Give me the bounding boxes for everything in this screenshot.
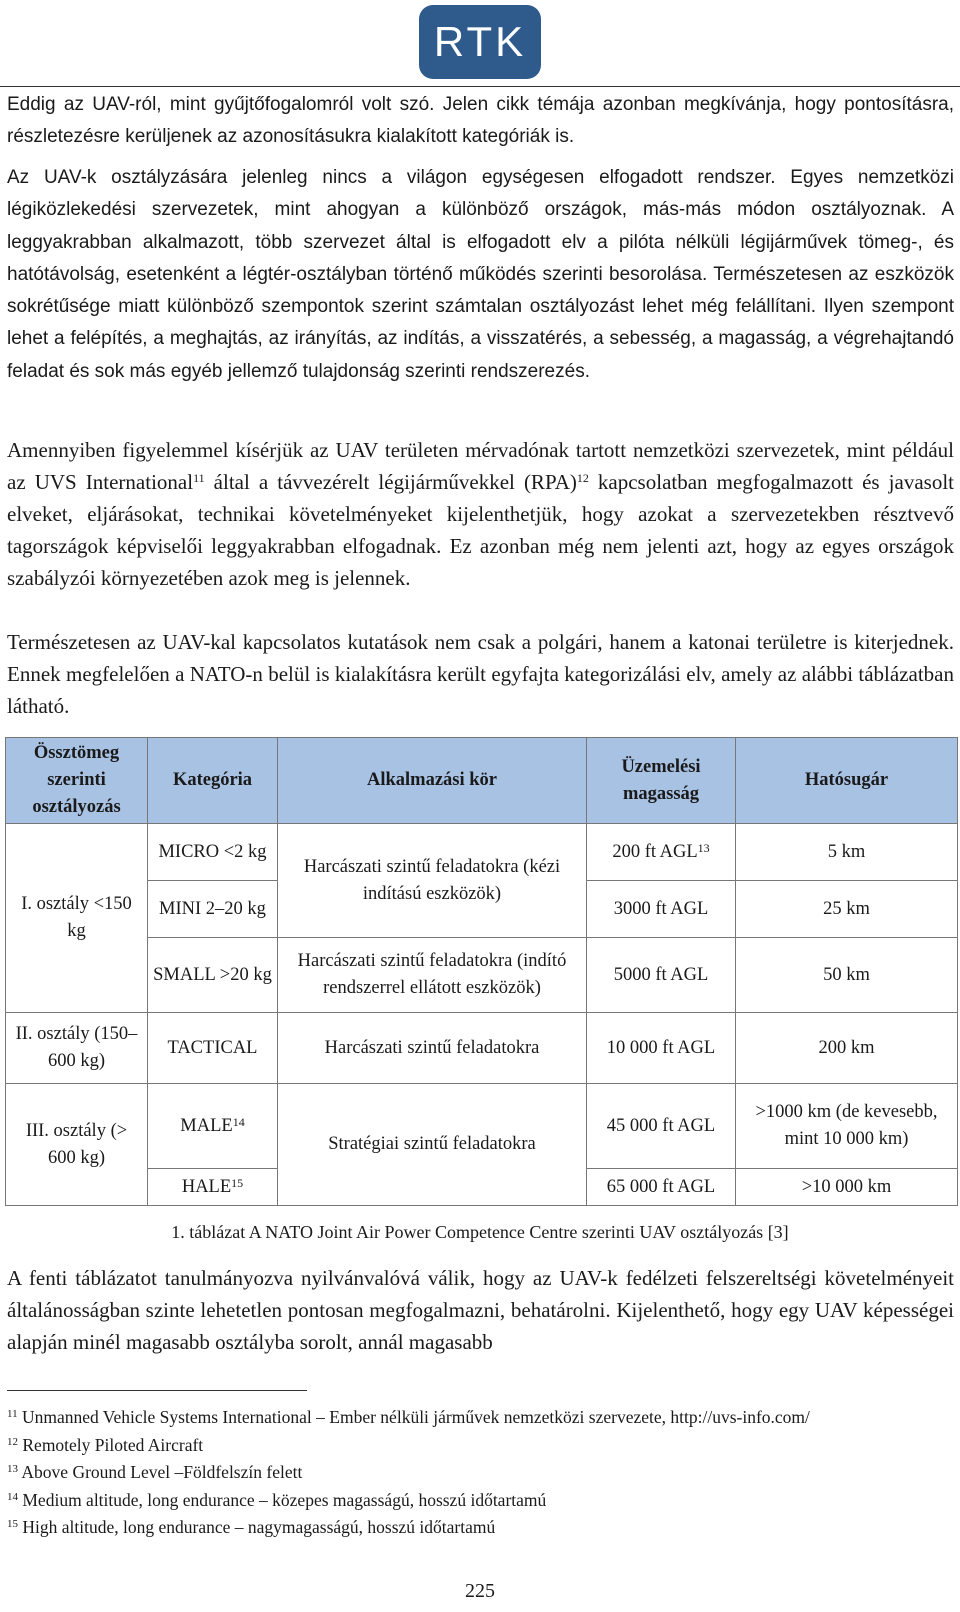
footnote-ref-11[interactable]: 11 xyxy=(193,471,205,485)
footnote-text: Remotely Piloted Aircraft xyxy=(22,1434,204,1455)
logo-text: RTK xyxy=(433,18,527,65)
use-tactical: Harcászati szintű feladatokra xyxy=(278,1013,587,1084)
paragraph-organizations xyxy=(7,434,954,594)
paragraph-3-part-c: kapcsolatban megfogalmazott és javasolt elveket, eljárásokat, technikai követelményeket kijelenthetjük, hogy azokat a szervezetekben résztvevő tagországok képviselői leggyakrabban elfogadnak. Ez azonban még nem jelenti azt, hogy az egyes országok szabályzói környezetében azok meg is jelennek. xyxy=(7,470,954,590)
footnote-ref-12[interactable]: 12 xyxy=(576,471,589,485)
rtk-logo xyxy=(419,5,541,79)
paragraph-2: Az UAV-k osztályzására jelenleg nincs a világon egységesen elfogadott rendszer. Egyes nemzetközi légiközlekedési szervezetek, mint ahogyan a különböző országok, más-más módon osztályoznak. A leggyakrabban alkalmazott, több szervezet által is elfogadott elv a pilóta nélküli légijárművek tömeg-, és hatótávolság, esetenként a légtér-osztályban történő működés szerinti besorolása. Természetesen az eszközök sokrétűsége miatt különböző szempontok szerint számtalan osztályozást lehet még felállítani. Ilyen szempont lehet a felépítés, a meghajtás, az irányítás, az indítás, a visszatérés, a sebesség, a magasság, a végrehajtandó feladat és sok más egyéb jellemző tulajdonság szerinti rendszerezés. xyxy=(7,167,954,382)
category-small: SMALL >20 kg xyxy=(148,938,278,1013)
category-hale-text: HALE xyxy=(181,1176,232,1197)
footnote-ref-15[interactable]: 15 xyxy=(231,1175,244,1190)
footnote-text: Unmanned Vehicle Systems International – Ember nélküli járművek nemzetközi szervezete, http://uvs-info.com/ xyxy=(21,1407,810,1427)
range-tactical: 200 km xyxy=(736,1013,958,1084)
footnote-number: 15 xyxy=(7,1518,18,1530)
use-small: Harcászati szintű feladatokra (indító rendszerrel ellátott eszközök) xyxy=(278,938,587,1013)
header-range: Hatósugár xyxy=(736,738,958,824)
paragraph-conclusion xyxy=(7,1262,954,1358)
altitude-micro xyxy=(587,824,736,881)
table-header-row xyxy=(6,738,958,824)
footnote-number: 13 xyxy=(7,1463,18,1475)
range-small: 50 km xyxy=(736,938,958,1013)
class-1-cell: I. osztály <150 kg xyxy=(6,824,148,1013)
footnote-15 xyxy=(7,1514,810,1542)
range-micro: 5 km xyxy=(736,824,958,881)
paragraph-1: Eddig az UAV-ról, mint gyűjtőfogalomról volt szó. Jelen cikk témája azonban megkívánja, hogy pontosításra, részletezésre kerüljenek az azonosításukra kialakított kategóriák is. xyxy=(7,94,954,148)
header-category: Kategória xyxy=(148,738,278,824)
category-micro: MICRO <2 kg xyxy=(148,824,278,881)
range-hale: >10 000 km xyxy=(736,1169,958,1206)
table-row xyxy=(6,938,958,1013)
paragraph-nato xyxy=(7,626,954,722)
altitude-hale: 65 000 ft AGL xyxy=(587,1169,736,1206)
footnote-14 xyxy=(7,1487,810,1515)
footnote-ref-14[interactable]: 14 xyxy=(232,1114,245,1129)
category-male-text: MALE xyxy=(180,1115,233,1136)
paragraph-3-part-a: Amennyiben figyelemmel kísérjük az UAV területen mérvadónak tartott nemzetközi szervezetek, mint például az UVS International xyxy=(7,438,954,494)
category-male xyxy=(148,1084,278,1169)
use-male-hale: Stratégiai szintű feladatokra xyxy=(278,1084,587,1206)
range-mini: 25 km xyxy=(736,881,958,938)
paragraph-3 xyxy=(7,434,954,594)
paragraph-4: Természetesen az UAV-kal kapcsolatos kutatások nem csak a polgári, hanem a katonai területre is kiterjednek. Ennek megfelelően a NATO-n belül is kialakításra került egyfajta kategorizálási elv, amely az alábbi táblázatban látható. xyxy=(7,630,954,718)
footnotes xyxy=(7,1404,810,1542)
footnote-text: High altitude, long endurance – nagymagasságú, hosszú időtartamú xyxy=(22,1517,496,1537)
use-micro-mini: Harcászati szintű feladatokra (kézi indítású eszközök) xyxy=(278,824,587,938)
footnote-12 xyxy=(7,1432,810,1460)
category-hale xyxy=(148,1169,278,1206)
header-rule xyxy=(0,86,960,87)
paragraph-intro xyxy=(7,89,954,154)
footnote-ref-13[interactable]: 13 xyxy=(697,840,710,855)
paragraph-classification xyxy=(7,162,954,388)
category-mini: MINI 2–20 kg xyxy=(148,881,278,938)
class-3-cell: III. osztály (> 600 kg) xyxy=(6,1084,148,1206)
uav-classification-table xyxy=(5,737,958,1206)
altitude-mini: 3000 ft AGL xyxy=(587,881,736,938)
header-application: Alkalmazási kör xyxy=(278,738,587,824)
footnote-11 xyxy=(7,1404,810,1432)
header-class: Össztömeg szerinti osztályozás xyxy=(6,738,148,824)
range-male: >1000 km (de kevesebb, mint 10 000 km) xyxy=(736,1084,958,1169)
altitude-micro-text: 200 ft AGL xyxy=(612,841,698,862)
altitude-small: 5000 ft AGL xyxy=(587,938,736,1013)
footnote-text: Above Ground Level –Földfelszín felett xyxy=(21,1462,303,1482)
table-row xyxy=(6,1084,958,1169)
footnote-number: 14 xyxy=(7,1490,18,1503)
table-caption: 1. táblázat A NATO Joint Air Power Competence Centre szerinti UAV osztályozás [3] xyxy=(171,1222,789,1242)
footnote-text: Medium altitude, long endurance – közepes magasságú, hosszú időtartamú xyxy=(22,1489,547,1510)
page-number: 225 xyxy=(465,1580,495,1602)
altitude-tactical: 10 000 ft AGL xyxy=(587,1013,736,1084)
paragraph-3-part-b: által a távvezérelt légijárművekkel (RPA) xyxy=(204,470,577,494)
footnote-number: 11 xyxy=(7,1408,18,1420)
footnote-number: 12 xyxy=(7,1435,18,1448)
footnote-separator xyxy=(7,1390,307,1391)
table-row xyxy=(6,824,958,881)
header-altitude: Üzemelési magasság xyxy=(587,738,736,824)
class-2-cell: II. osztály (150–600 kg) xyxy=(6,1013,148,1084)
paragraph-5: A fenti táblázatot tanulmányozva nyilvánvalóvá válik, hogy az UAV-k fedélzeti felszereltségi követelményeit általánosságban szinte lehetetlen pontosan megfogalmazni, behatárolni. Kijelenthető, hogy egy UAV képességei alapján minél magasabb osztályba sorolt, annál magasabb xyxy=(7,1266,954,1354)
altitude-male: 45 000 ft AGL xyxy=(587,1084,736,1169)
table-row xyxy=(6,1013,958,1084)
footnote-13 xyxy=(7,1459,810,1487)
category-tactical: TACTICAL xyxy=(148,1013,278,1084)
